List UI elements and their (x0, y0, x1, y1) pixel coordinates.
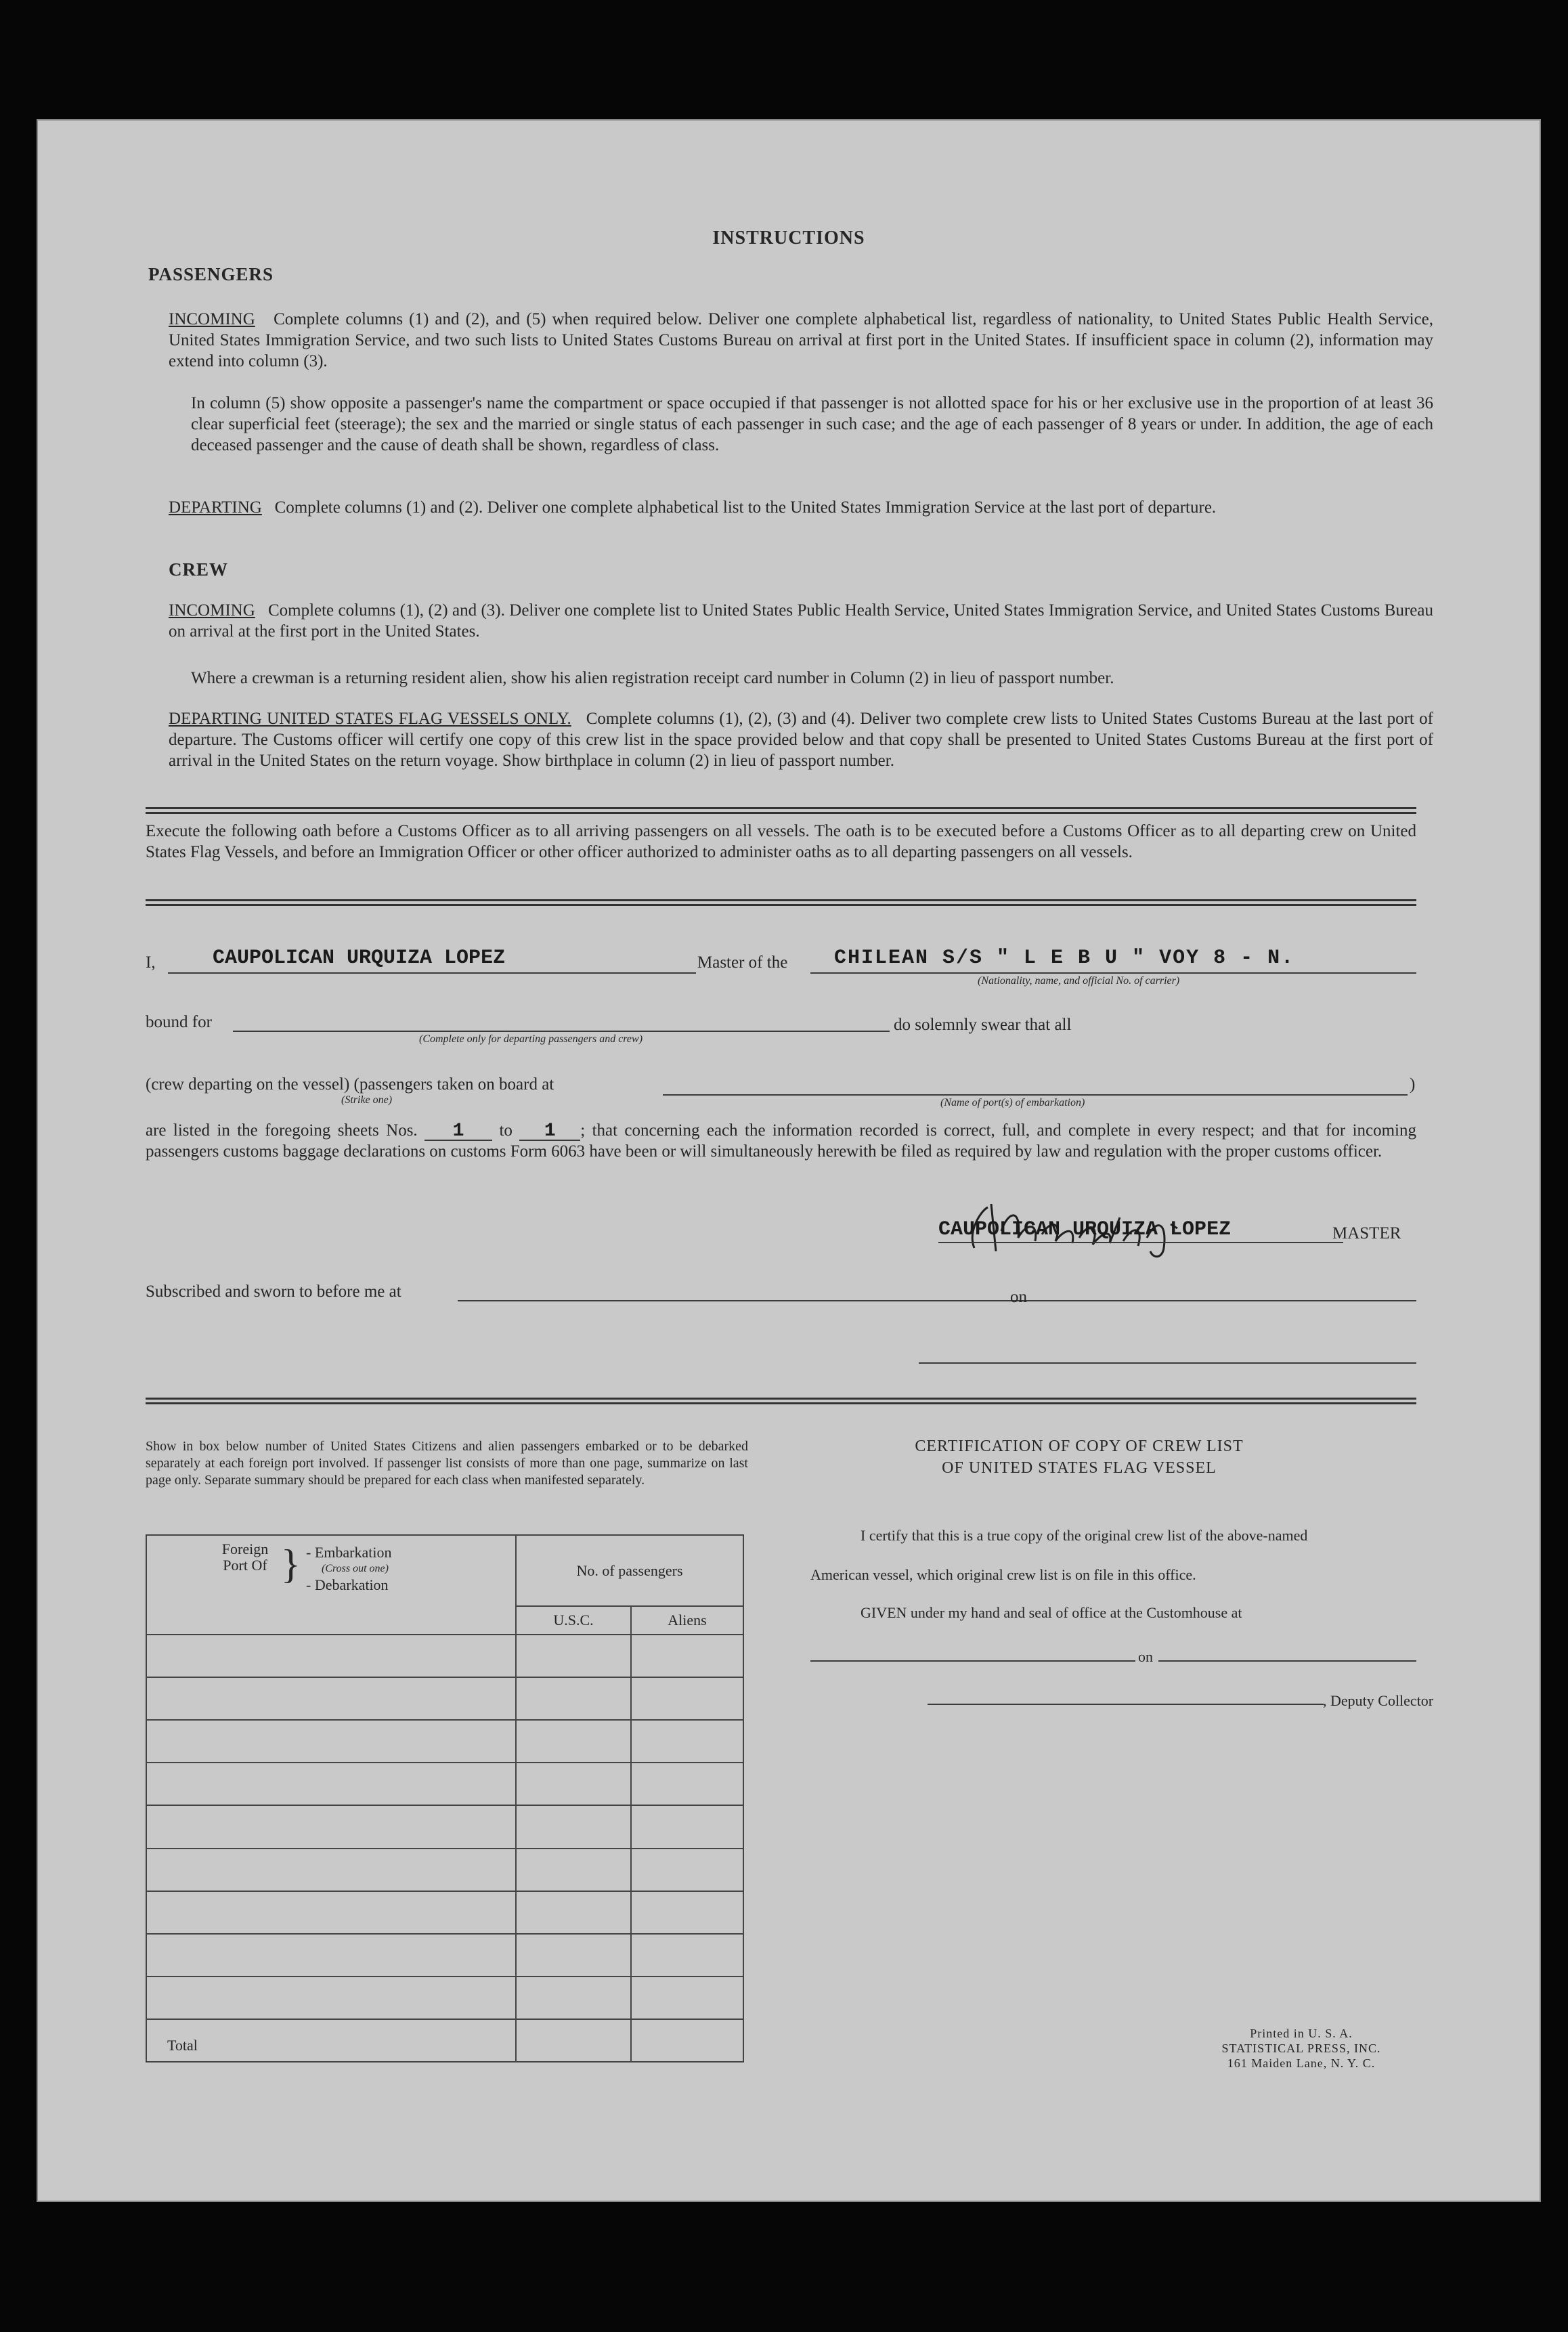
foreign-port-of-label: Foreign Port Of (221, 1540, 269, 1574)
concerning-text: ; that concerning each the information recorded is correct, full, and complete in every respect; and that for incoming passengers customs baggage declarations on customs Form 6063 have been or will simultaneously herewith be filed as required by law and regulation with the proper customs officer. (146, 1121, 1417, 1161)
column5-paragraph: In column (5) show opposite a passenger's name the compartment or space occupied if that passenger is not allotted space for his or her exclusive use in the proportion of at least 36 clear superficial feet (steerage); the sex and the married or single status of each passenger in such case; and the age of each passenger of 8 years or under. In addition, the age of each deceased passenger and the cause of death shall be shown, regardless of class. (191, 394, 1433, 454)
table-row (146, 1635, 743, 1677)
brace-icon: } (281, 1542, 301, 1586)
usc-total-cell[interactable] (516, 2019, 631, 2062)
usc-cell[interactable] (516, 1891, 631, 1934)
divider-bottom (146, 1398, 1416, 1404)
crew-departing-text: (crew departing on the vessel) (passengers taken on board at (146, 1075, 554, 1094)
bound-for-label: bound for (146, 1013, 212, 1031)
departing-label: DEPARTING (169, 498, 262, 517)
cert-on-label: on (1138, 1648, 1153, 1665)
passengers-departing-block (169, 497, 1433, 518)
table-row (146, 1849, 743, 1891)
close-paren: ) (1410, 1075, 1416, 1094)
customhouse-line[interactable] (810, 1660, 1135, 1662)
port-cell[interactable] (146, 1934, 516, 1977)
master-label: MASTER (1332, 1224, 1401, 1243)
flag-vessels-block (169, 708, 1433, 771)
bound-for-line[interactable] (233, 1031, 890, 1032)
crew-incoming-text: Complete columns (1), (2) and (3). Deliver one complete list to United States Public Health Service, United States Immigration Service, and United States Customs Bureau on arrival at the first port in the United States. (169, 601, 1433, 641)
crew-incoming-block (169, 600, 1433, 642)
debarkation-label: - Debarkation (306, 1576, 389, 1593)
usc-cell[interactable] (516, 1763, 631, 1805)
port-cell[interactable] (146, 1635, 516, 1677)
foreign-port-header (146, 1535, 516, 1635)
incoming-label: INCOMING (169, 310, 255, 328)
deputy-collector-label: , Deputy Collector (1323, 1692, 1434, 1709)
cert-date-line[interactable] (1158, 1660, 1416, 1662)
total-row (146, 2019, 743, 2062)
certification-title-line2: OF UNITED STATES FLAG VESSEL (942, 1459, 1217, 1477)
port-cell[interactable] (146, 1805, 516, 1848)
vessel-line (810, 972, 1416, 974)
i-label: I, (146, 953, 156, 972)
aliens-cell[interactable] (631, 1763, 743, 1805)
certify-text: I certify that this is a true copy of the original crew list of the above-named (861, 1527, 1308, 1544)
table-row (146, 1891, 743, 1934)
given-text: GIVEN under my hand and seal of office at the Customhouse at (861, 1604, 1242, 1621)
master-name-line (168, 972, 696, 974)
printer-address: 161 Maiden Lane, N. Y. C. (1227, 2056, 1376, 2070)
table-row (146, 1720, 743, 1763)
divider-top (146, 807, 1416, 814)
swear-text: do solemnly swear that all (894, 1016, 1072, 1034)
flag-vessels-text: Complete columns (1), (2), (3) and (4). Deliver two complete crew lists to United States Customs Bureau at the last port of departure. The Customs officer will certify one copy of this crew list in the space provided below and that copy shall be presented to United States Customs Bureau at the first port of arrival in the United States on the return voyage. Show birthplace in column (2) in lieu of passport number. (169, 710, 1433, 770)
ports-caption: (Name of port(s) of embarkation) (940, 1097, 1085, 1108)
listed-text: are listed in the foregoing sheets Nos. (146, 1121, 418, 1140)
passengers-heading: PASSENGERS (148, 264, 274, 284)
table-row (146, 1934, 743, 1977)
embarkation-label: - Embarkation (306, 1544, 392, 1561)
oath-intro: Execute the following oath before a Customs Officer as to all arriving passengers on all vessels. The oath is to be executed before a Customs Officer as to all departing crew on United States Flag Vessels, and before an Immigration Officer or other officer authorized to administer oaths as to all departing passengers on all vessels. (146, 822, 1416, 861)
incoming-text: Complete columns (1) and (2), and (5) when required below. Deliver one complete alphabetical list, regardless of nationality, to United States Public Health Service, United States Immigration Service, and two such lists to United States Customs Bureau on arrival at first port in the United States. If insufficient space in column (2), information may extend into column (3). (169, 310, 1434, 370)
table-row (146, 1677, 743, 1720)
summary-instructions: Show in box below number of United States Citizens and alien passengers embarked or to be debarked separately at each foreign port involved. If passenger list consists of more than one page, summarize on last page only. Separate summary should be prepared for each class when manifested separately. (146, 1439, 748, 1488)
to-label: to (499, 1121, 513, 1140)
aliens-cell[interactable] (631, 1677, 743, 1720)
crewman-paragraph: Where a crewman is a returning resident alien, show his alien registration receipt card number in Column (2) in lieu of passport number. (191, 669, 1114, 687)
usc-cell[interactable] (516, 1677, 631, 1720)
port-cell[interactable] (146, 1849, 516, 1891)
usc-cell[interactable] (516, 1635, 631, 1677)
usc-cell[interactable] (516, 1934, 631, 1977)
subscribed-place-line[interactable] (458, 1300, 1043, 1301)
table-row (146, 1977, 743, 2019)
cross-out-caption: (Cross out one) (322, 1563, 389, 1574)
table-row (146, 1763, 743, 1805)
aliens-header: Aliens (631, 1606, 743, 1635)
aliens-cell[interactable] (631, 1934, 743, 1977)
bound-for-caption: (Complete only for departing passengers and crew) (419, 1033, 643, 1045)
master-of-label: Master of the (697, 953, 788, 972)
aliens-cell[interactable] (631, 1977, 743, 2019)
signature-name: CAUPOLICAN URQUIZA LOPEZ (938, 1218, 1232, 1241)
master-name-field[interactable]: CAUPOLICAN URQUIZA LOPEZ (213, 947, 506, 970)
printer-name: STATISTICAL PRESS, INC. (1221, 2042, 1381, 2055)
aliens-cell[interactable] (631, 1635, 743, 1677)
aliens-total-cell[interactable] (631, 2019, 743, 2062)
listed-paragraph (146, 1120, 1416, 1162)
aliens-cell[interactable] (631, 1805, 743, 1848)
subscribed-date-line[interactable] (1036, 1300, 1416, 1301)
aliens-cell[interactable] (631, 1849, 743, 1891)
departing-text: Complete columns (1) and (2). Deliver one complete alphabetical list to the United States Immigration Service at the last port of departure. (274, 498, 1217, 517)
strike-one-caption: (Strike one) (341, 1094, 393, 1106)
usc-cell[interactable] (516, 1805, 631, 1848)
signature-line (938, 1242, 1343, 1243)
usc-cell[interactable] (516, 1720, 631, 1763)
deputy-collector-line[interactable] (928, 1704, 1324, 1705)
printer-imprint (1200, 2026, 1403, 2071)
crew-incoming-label: INCOMING (169, 601, 255, 620)
usc-cell[interactable] (516, 1977, 631, 2019)
officer-signature-line[interactable] (919, 1362, 1416, 1364)
subscribed-on-label: on (1010, 1288, 1027, 1306)
vessel-caption: (Nationality, name, and official No. of carrier) (978, 975, 1180, 987)
crew-heading: CREW (169, 559, 229, 580)
aliens-cell[interactable] (631, 1720, 743, 1763)
usc-cell[interactable] (516, 1849, 631, 1891)
no-of-passengers-header: No. of passengers (516, 1535, 743, 1606)
divider-oath (146, 899, 1416, 906)
port-cell[interactable] (146, 1720, 516, 1763)
aliens-cell[interactable] (631, 1891, 743, 1934)
passengers-incoming-block (169, 309, 1433, 372)
sheet-from-field[interactable]: 1 (452, 1121, 464, 1142)
port-cell[interactable] (146, 1977, 516, 2019)
american-vessel-text: American vessel, which original crew list is on file in this office. (810, 1566, 1196, 1583)
usc-header: U.S.C. (516, 1606, 631, 1635)
port-cell[interactable] (146, 1891, 516, 1934)
vessel-field[interactable]: CHILEAN S/S " L E B U " VOY 8 - N. (834, 947, 1295, 970)
flag-vessels-label: DEPARTING UNITED STATES FLAG VESSELS ONLY. (169, 710, 571, 728)
port-cell[interactable] (146, 1677, 516, 1720)
subscribed-label: Subscribed and sworn to before me at (146, 1282, 401, 1301)
certification-title (808, 1435, 1350, 1479)
table-row (146, 1805, 743, 1848)
form-page (37, 119, 1541, 2202)
port-cell[interactable] (146, 1763, 516, 1805)
total-label: Total (146, 2019, 516, 2062)
certification-title-line1: CERTIFICATION OF COPY OF CREW LIST (915, 1438, 1244, 1455)
printed-in-usa: Printed in U. S. A. (1250, 2027, 1353, 2040)
passenger-summary-table (146, 1534, 744, 2063)
sheet-to-field[interactable]: 1 (544, 1121, 556, 1142)
ports-line[interactable] (663, 1094, 1408, 1096)
instructions-title: INSTRUCTIONS (712, 228, 865, 249)
